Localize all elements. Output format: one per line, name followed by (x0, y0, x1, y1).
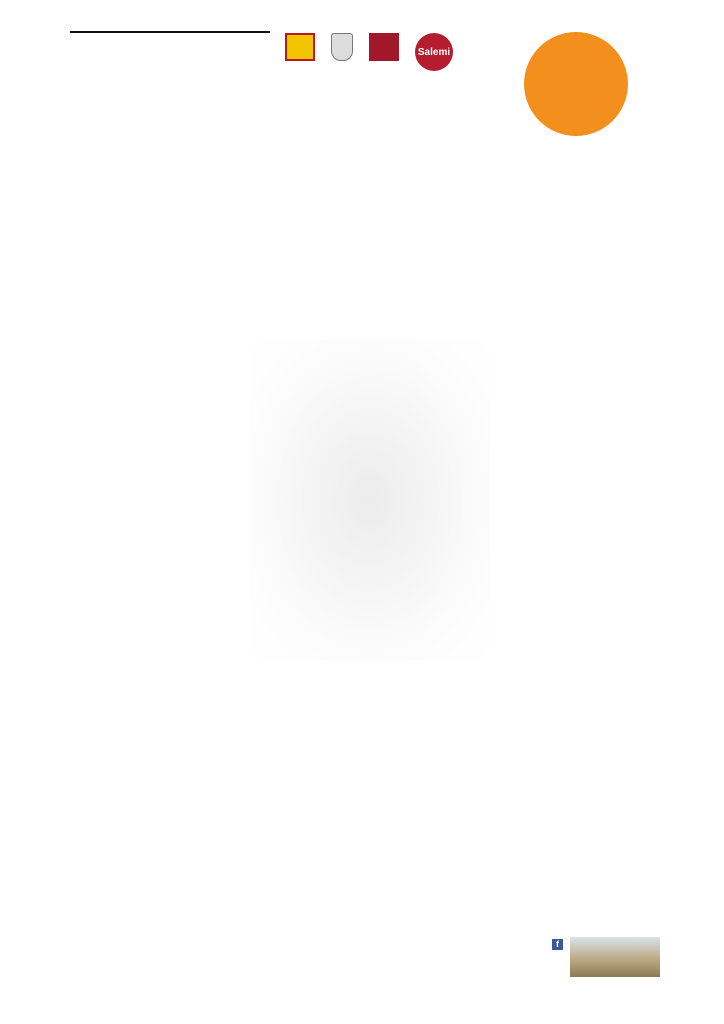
citta-salemi-logo (331, 33, 353, 73)
musica-drink-block (474, 0, 654, 2)
coat-of-arms-icon (331, 33, 353, 61)
footer-info (474, 937, 664, 1009)
date-range (70, 30, 270, 34)
borghi-icon (369, 33, 399, 61)
facebook-icon[interactable]: f (552, 939, 563, 950)
background-ruin-image (250, 340, 490, 660)
legend-side-note (660, 178, 674, 978)
salemi-assessorato-logo (415, 33, 453, 73)
date-divider (70, 31, 270, 33)
salemi-circle-icon: Salemi (415, 33, 453, 71)
regione-sicilia-icon (285, 33, 315, 61)
sponsor-logos (285, 33, 453, 77)
borghi-logo (369, 33, 399, 73)
regione-sicilia-logo (285, 33, 315, 73)
pro-loco-photo (570, 937, 660, 977)
orange-sun-circle (524, 32, 628, 136)
poster-header (70, 30, 710, 175)
